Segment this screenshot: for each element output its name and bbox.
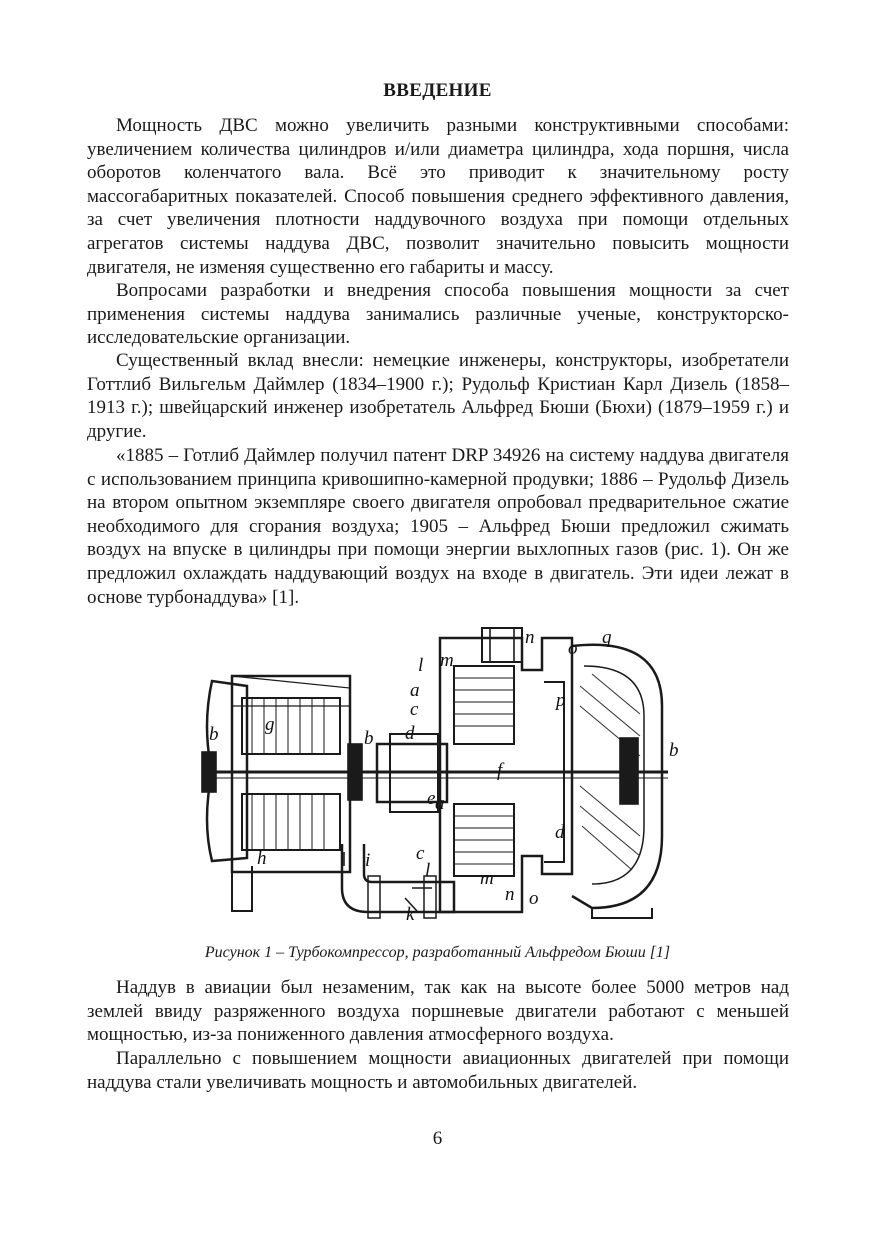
label-p: p: [556, 690, 566, 711]
label-e: e: [427, 788, 436, 809]
label-c-top: c: [410, 699, 419, 720]
label-c-bot: c: [416, 843, 425, 864]
label-d-mid: d: [555, 822, 565, 843]
label-d-top: d: [405, 723, 415, 744]
label-a-top: a: [410, 680, 420, 701]
turbocharger-drawing: [192, 626, 692, 922]
label-q: q: [602, 627, 612, 648]
paragraph-1: Мощность ДВС можно увеличить разными конструктивными способами: увеличением количества цилиндров и/или диаметра цилиндра, хода поршня, числа оборотов коленчатого вала. Всё это приводит к значительному росту массогабаритных показателей. Способ повышения среднего эффективного давления, за счет увеличения плотности наддувочного воздуха при помощи отдельных агрегатов системы наддува ДВС, позволит значительно повысить мощности двигателя, не изменяя существенно его габариты и массу.: [87, 115, 789, 278]
label-b-left: b: [209, 724, 219, 745]
label-o-top: o: [568, 638, 578, 659]
label-m-bot: m: [480, 868, 494, 889]
label-l-top: l: [418, 655, 424, 676]
paragraph-2: Вопросами разработки и внедрения способа повышения мощности за счет применения системы наддува занимались различные ученые, конструкторско-исследовательские организации.: [87, 280, 789, 349]
label-h: h: [257, 848, 267, 869]
paragraph-4: «1885 – Готлиб Даймлер получил патент DRP 34926 на систему наддува двигателя с использованием принципа кривошипно-камерной продувки; 1886 – Рудольф Дизель на втором опытном экземпляре своего двигателя опробовал предварительное сжатие необходимого для сгорания воздуха; 1905 – Альфред Бюши предложил сжимать воздух на впуске в цилиндры при помощи энергии выхлопных газов (рис. 1). Он же предложил охлаждать наддувающий воздух на входе в двигатель. Эти идеи лежат в основе турбонаддува» [1].: [87, 445, 789, 608]
page-number: 6: [432, 1128, 443, 1149]
label-o-bot: o: [529, 888, 539, 909]
paragraph-5: Наддув в авиации был незаменим, так как на высоте более 5000 метров над землей ввиду разряженного воздуха поршневые двигатели работают с меньшей мощностью, из-за пониженного давления атмосферного воздуха.: [87, 977, 789, 1046]
label-g: g: [265, 714, 275, 735]
label-n-top: n: [525, 627, 535, 648]
turbocharger-figure: [192, 626, 692, 922]
label-n-bot: n: [505, 884, 515, 905]
label-b-right: b: [669, 740, 679, 761]
paragraph-3: Существенный вклад внесли: немецкие инженеры, конструкторы, изобретатели Готтлиб Вильгельм Даймлер (1834–1900 г.); Рудольф Кристиан Карл Дизель (1858–1913 г.); швейцарский инженер изобретатель Альфред Бюши (Бюхи) (1879–1959 г.) и другие.: [87, 350, 789, 442]
paragraph-6: Параллельно с повышением мощности авиационных двигателей при помощи наддува стали увеличивать мощность и автомобильных двигателей.: [87, 1048, 789, 1093]
label-m-top: m: [440, 650, 454, 671]
label-i: i: [365, 850, 371, 871]
label-l-bot: l: [425, 860, 431, 881]
section-heading: ВВЕДЕНИЕ: [383, 80, 492, 101]
label-k: k: [406, 904, 415, 922]
figure-caption: Рисунок 1 – Турбокомпрессор, разработанный Альфредом Бюши [1]: [204, 944, 671, 961]
label-b-mid: b: [364, 728, 374, 749]
label-f: f: [497, 760, 503, 781]
label-a-mid: a: [435, 793, 445, 814]
